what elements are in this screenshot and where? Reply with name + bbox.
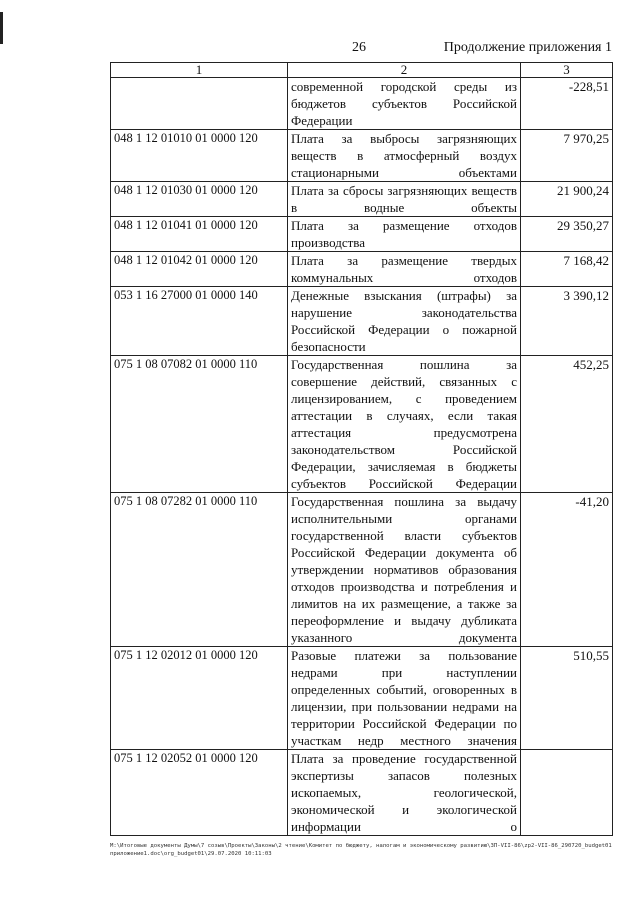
table-row <box>111 130 613 182</box>
continuation-label: Продолжение приложения 1 <box>443 40 612 55</box>
row-amount: -228,51 <box>521 78 613 130</box>
row-description: современной городской среды из бюджетов субъектов Российской Федерации <box>288 78 521 130</box>
row-amount: 3 390,12 <box>521 287 613 356</box>
row-code: 075 1 12 02012 01 0000 120 <box>111 647 288 750</box>
row-amount: 7 970,25 <box>521 130 613 182</box>
column-header-description: 2 <box>288 63 521 78</box>
column-header-code: 1 <box>111 63 288 78</box>
table-row <box>111 182 613 217</box>
table-row <box>111 217 613 252</box>
footer-file-path: M:\Итоговые документы Думы\7 созыв\Проекты\Законы\2 чтение\Комитет по бюджету, налогам и экономическому развитию\ЗП-VII-86\zp2-VII-86_290720_budget01приложение1.doc\org_budget01\29.07.2020 10:11:03 <box>110 843 612 857</box>
row-description: Плата за сбросы загрязняющих веществ в водные объекты <box>288 182 521 217</box>
row-amount: 452,25 <box>521 356 613 493</box>
row-description: Плата за размещение твердых коммунальных отходов <box>288 252 521 287</box>
column-header-amount: 3 <box>521 63 613 78</box>
row-description: Государственная пошлина за совершение действий, связанных с лицензированием, с проведением аттестации в случаях, если такая аттестация предусмотрена законодательством Российской Федерации, зачисляемая в бюджеты субъектов Российской Федерации <box>288 356 521 493</box>
row-amount: 510,55 <box>521 647 613 750</box>
row-code: 048 1 12 01042 01 0000 120 <box>111 252 288 287</box>
table-row <box>111 356 613 493</box>
row-code <box>111 78 288 130</box>
table-row <box>111 493 613 647</box>
table-row <box>111 750 613 836</box>
row-code: 075 1 08 07282 01 0000 110 <box>111 493 288 647</box>
row-amount: -41,20 <box>521 493 613 647</box>
table-row <box>111 287 613 356</box>
row-code: 048 1 12 01010 01 0000 120 <box>111 130 288 182</box>
table-row <box>111 252 613 287</box>
table-header-row <box>111 63 613 78</box>
row-amount: 21 900,24 <box>521 182 613 217</box>
row-code: 075 1 12 02052 01 0000 120 <box>111 750 288 836</box>
row-code: 053 1 16 27000 01 0000 140 <box>111 287 288 356</box>
row-amount <box>521 750 613 836</box>
row-description: Разовые платежи за пользование недрами при наступлении определенных событий, оговоренных в лицензии, при пользовании недрами на территории Российской Федерации по участкам недр местного значения <box>288 647 521 750</box>
binder-mark <box>0 12 3 44</box>
row-amount: 29 350,27 <box>521 217 613 252</box>
row-description: Государственная пошлина за выдачу исполнительными органами государственной власти субъектов Российской Федерации документа об утверждении нормативов образования отходов производства и потребления и лимитов на их размещение, а также за переоформление и выдачу дубликата указанного документа <box>288 493 521 647</box>
table-row <box>111 78 613 130</box>
row-amount: 7 168,42 <box>521 252 613 287</box>
row-description: Плата за размещение отходов производства <box>288 217 521 252</box>
budget-table <box>110 62 613 836</box>
row-code: 048 1 12 01041 01 0000 120 <box>111 217 288 252</box>
page-number: 26 <box>352 40 366 55</box>
row-description: Плата за проведение государственной экспертизы запасов полезных ископаемых, геологической, экономической и экологической информации о <box>288 750 521 836</box>
table-row <box>111 647 613 750</box>
row-code: 075 1 08 07082 01 0000 110 <box>111 356 288 493</box>
row-code: 048 1 12 01030 01 0000 120 <box>111 182 288 217</box>
row-description: Денежные взыскания (штрафы) за нарушение законодательства Российской Федерации о пожарной безопасности <box>288 287 521 356</box>
row-description: Плата за выбросы загрязняющих веществ в атмосферный воздух стационарными объектами <box>288 130 521 182</box>
